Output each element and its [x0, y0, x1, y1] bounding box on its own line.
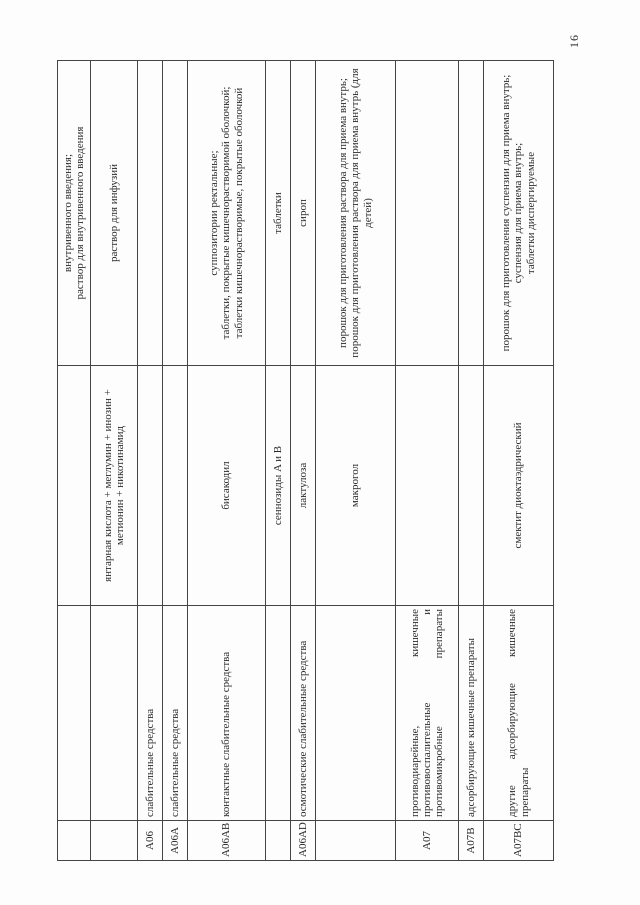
dosage-form-cell: [291, 61, 316, 366]
group-name-cell: [91, 606, 138, 821]
drug-name-cell: бисакодил: [188, 366, 266, 606]
group-name-cell: слабительные средства: [163, 606, 188, 821]
table-row: [163, 61, 188, 861]
dosage-form-cell: [266, 61, 291, 366]
dosage-form-line: внутривенного введения;: [61, 153, 74, 273]
dosage-form-line: таблетки диспергируемые: [524, 151, 537, 275]
dosage-form-line: сироп: [296, 199, 309, 227]
table-row: [188, 61, 266, 861]
group-name-cell: [316, 606, 396, 821]
dosage-form-line: порошок для приготовления суспензии для приема внутрь;: [500, 74, 513, 352]
atc-code-cell: A06AB: [188, 821, 266, 861]
dosage-form-line: порошок для приготовления раствора для приема внутрь;: [337, 78, 350, 348]
drug-name-cell: [58, 366, 91, 606]
dosage-form-cell: [459, 61, 484, 366]
group-name-cell: [58, 606, 91, 821]
drug-name-cell: янтарная кислота + меглумин + инозин + метионин + никотинамид: [91, 366, 138, 606]
dosage-form-cell: [163, 61, 188, 366]
drug-name-cell: лактулоза: [291, 366, 316, 606]
atc-code-cell: A07B: [459, 821, 484, 861]
page-number: 16: [567, 34, 581, 48]
table-row: [459, 61, 484, 861]
atc-code-cell: [91, 821, 138, 861]
drug-name-cell: макрогол: [316, 366, 396, 606]
dosage-form-line: раствор для внутривенного введения: [74, 126, 86, 300]
group-name-cell: адсорбирующие кишечные препараты: [459, 606, 484, 821]
atc-code-cell: A07BC: [484, 821, 554, 861]
dosage-form-line: таблетки кишечнорастворимые, покрытые оболочкой: [232, 87, 245, 339]
atc-code-cell: [58, 821, 91, 861]
dosage-form-line: суппозитории ректальные;: [208, 150, 221, 276]
drug-name-cell: [138, 366, 163, 606]
group-name-cell: [266, 606, 291, 821]
dosage-form-cell: [91, 61, 138, 366]
group-name-cell: слабительные средства: [138, 606, 163, 821]
dosage-form-cell: [188, 61, 266, 366]
atc-code-cell: [266, 821, 291, 861]
dosage-form-line: таблетки: [271, 192, 284, 234]
atc-code-cell: A07: [396, 821, 459, 861]
dosage-form-cell: [316, 61, 396, 366]
dosage-form-cell: [484, 61, 554, 366]
drug-name-cell: смектит диоктаэдрический: [484, 366, 554, 606]
table-row: [91, 61, 138, 861]
atc-code-cell: A06: [138, 821, 163, 861]
dosage-form-line: раствор для инфузий: [107, 163, 120, 263]
dosage-form-line: порошок для приготовления раствора для приема внутрь (для детей): [349, 68, 374, 358]
drug-name-cell: [396, 366, 459, 606]
atc-code-cell: A06A: [163, 821, 188, 861]
dosage-form-line: таблетки, покрытые кишечнорастворимой оболочкой;: [220, 86, 233, 340]
dosage-form-cell: [396, 61, 459, 366]
table-row: [291, 61, 316, 861]
table-row: [58, 61, 91, 861]
table-row: [484, 61, 554, 861]
drug-name-cell: [163, 366, 188, 606]
drug-name-cell: сеннозиды A и B: [266, 366, 291, 606]
table-row: [266, 61, 291, 861]
dosage-form-cell: [58, 61, 91, 366]
table-row: [316, 61, 396, 861]
drug-name-cell: [459, 366, 484, 606]
atc-code-cell: [316, 821, 396, 861]
dosage-form-line: суспензия для приема внутрь;: [512, 142, 525, 284]
drug-table: [57, 60, 554, 861]
dosage-form-cell: [138, 61, 163, 366]
group-name-cell: осмотические слабительные средства: [291, 606, 316, 821]
table-row: [138, 61, 163, 861]
group-name-cell: противодиарейные, кишечные противовоспалительные и противомикробные препараты: [396, 606, 459, 821]
table-row: [396, 61, 459, 861]
atc-code-cell: A06AD: [291, 821, 316, 861]
group-name-cell: контактные слабительные средства: [188, 606, 266, 821]
group-name-cell: другие адсорбирующие кишечные препараты: [484, 606, 554, 821]
